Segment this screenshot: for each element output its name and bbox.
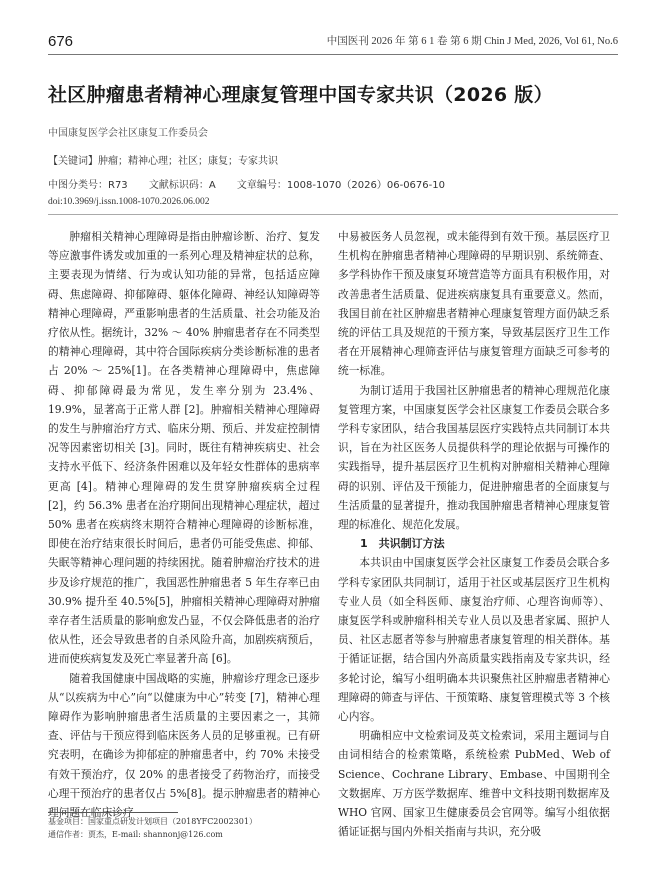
footnotes bbox=[48, 815, 257, 841]
left-column bbox=[48, 227, 320, 822]
contact-footnote: 通信作者：贾杰，E-mail: shannonj@126.com bbox=[48, 830, 223, 839]
body-paragraph: 肿瘤相关精神心理障碍是指由肿瘤诊断、治疗、复发等应激事件诱发或加重的一系列心理及精神症状的总称，主要表现为情绪、行为或认知功能的异常，包括适应障碍、焦虑障碍、抑郁障碍、躯体化障碍、神经认知障碍等精神心理障碍，严重影响患者的生活质量、社会功能及治疗依从性。据统计，32% ～ 40% 肿瘤患者存在不同类型的精神心理障碍，其中符合国际疾病分类诊断标准的患者占 20% ～ 25%[1]。在各类精神心理障碍中，焦虑障碍、抑郁障碍最为常见，发生率分别为 23.4%、19.9%，显著高于正常人群 [2]。肿瘤相关精神心理障碍的发生与肿瘤治疗方式、临床分期、预后、并发症控制情况等因素密切相关 [3]。同时，既往有精神疾病史、社会支持水平低下、经济条件困难以及年轻女性群体的患病率更高 [4]。精神心理障碍的发生贯穿肿瘤疾病全过程 [2]，约 56.3% 患者在治疗期间出现精神心理症状，超过 50% 患者在疾病终末期符合精神心理障碍的诊断标准，即使在治疗结束很长时间后，患者仍可能受焦虑、抑郁、失眠等精神心理问题的持续困扰。随着肿瘤治疗技术的进步及诊疗规范的推广，我国恶性肿瘤患者 5 年生存率已由 30.9% 提升至 40.5%[5]，肿瘤相关精神心理障碍对肿瘤幸存者生活质量的影响愈发凸显，不仅会降低患者的治疗依从性，还会导致患者的自杀风险升高，加剧疾病预后，进而使疾病复发及死亡率显著升高 [6]。 bbox=[48, 230, 320, 666]
classification-number: 中图分类号：R73 bbox=[48, 180, 128, 191]
right-column bbox=[338, 227, 610, 842]
page-number: 676 bbox=[48, 33, 74, 50]
classification-line bbox=[48, 176, 463, 191]
body-paragraph: 为制订适用于我国社区肿瘤患者的精神心理规范化康复管理方案，中国康复医学会社区康复工作委员会联合多学科专家团队，结合我国基层医疗实践特点共同制订本共识，旨在为社区医务人员提供科学的理论依据与可操作的实践指导，提升基层医疗卫生机构对肿瘤相关精神心理障碍的识别、评估及干预能力，促进肿瘤患者的全面康复与生活质量的显著提升，推动我国肿瘤患者精神心理康复管理的标准化、规范化发展。 bbox=[338, 383, 610, 532]
footnote-rule bbox=[48, 812, 178, 813]
body-paragraph: 随着我国健康中国战略的实施，肿瘤诊疗理念已逐步从“以疾病为中心”向“以健康为中心”转变 [7]，精神心理障碍作为影响肿瘤患者生活质量的主要因素之一，其筛查、评估与干预应得到临床医务人员的足够重视。已有研究表明，在确诊为抑郁症的肿瘤患者中，约 70% 未接受有效干预治疗，仅 20% 的患者接受了药物治疗，而接受心理干预治疗的患者仅占 5%[8]。提示肿瘤患者的精神心理问题在临床诊疗 bbox=[48, 671, 320, 820]
doi-line: doi:10.3969/j.issn.1008-1070.2026.06.002 bbox=[48, 197, 210, 207]
article-number: 文章编号：1008-1070（2026）06-0676-10 bbox=[236, 180, 445, 191]
keywords-line: 【关键词】肿瘤；精神心理；社区；康复；专家共识 bbox=[48, 156, 278, 167]
header-rule bbox=[48, 54, 618, 55]
article-title: 社区肿瘤患者精神心理康复管理中国专家共识（2026 版） bbox=[48, 84, 553, 106]
body-paragraph: 中易被医务人员忽视，或未能得到有效干预。基层医疗卫生机构在肿瘤患者精神心理障碍的早期识别、系统筛查、多学科协作干预及康复环境营造等方面具有积极作用，对改善患者生活质量、促进疾病康复具有重要意义。然而，我国目前在社区肿瘤患者精神心理康复管理方面仍缺乏系统的评估工具及规范的干预方案，导致基层医疗卫生工作者在开展精神心理筛查评估与康复管理方面缺乏可参考的统一标准。 bbox=[338, 230, 610, 378]
body-paragraph: 明确相应中文检索词及英文检索词，采用主题词与自由词相结合的检索策略，系统检索 PubMed、Web of Science、Cochrane Library、Embase、中国期刊全文数据库、万方医学数据库、维普中文科技期刊数据库及 WHO 官网、国家卫生健康委员会官网等。编写小组依据循证证据与国内外相关指南与共识，充分吸 bbox=[338, 729, 610, 839]
author-line: 中国康复医学会社区康复工作委员会 bbox=[48, 128, 208, 139]
section-heading: 1 共识制订方法 bbox=[360, 537, 445, 551]
document-code: 文献标识码：A bbox=[148, 180, 216, 191]
fund-footnote: 基金项目：国家重点研发计划项目（2018YFC2002301） bbox=[48, 817, 257, 826]
running-header: 中国医刊 2026 年 第 6 1 卷 第 6 期 Chin J Med, 2026, Vol 61, No.6 bbox=[326, 36, 618, 47]
body-paragraph: 本共识由中国康复医学会社区康复工作委员会联合多学科专家团队共同制订，适用于社区或基层医疗卫生机构专业人员（如全科医师、康复治疗师、心理咨询师等）、康复医学科或肿瘤科相关专业人员以及患者家属、照护人员、社区志愿者等参与肿瘤患者康复管理的相关群体。基于循证证据，结合国内外高质量实践指南及专家共识，经多轮讨论，编写小组明确本共识聚焦社区肿瘤患者精神心理障碍的筛查与评估、干预策略、康复管理模式等 3 个核心内容。 bbox=[338, 556, 610, 724]
body-rule bbox=[48, 214, 618, 215]
